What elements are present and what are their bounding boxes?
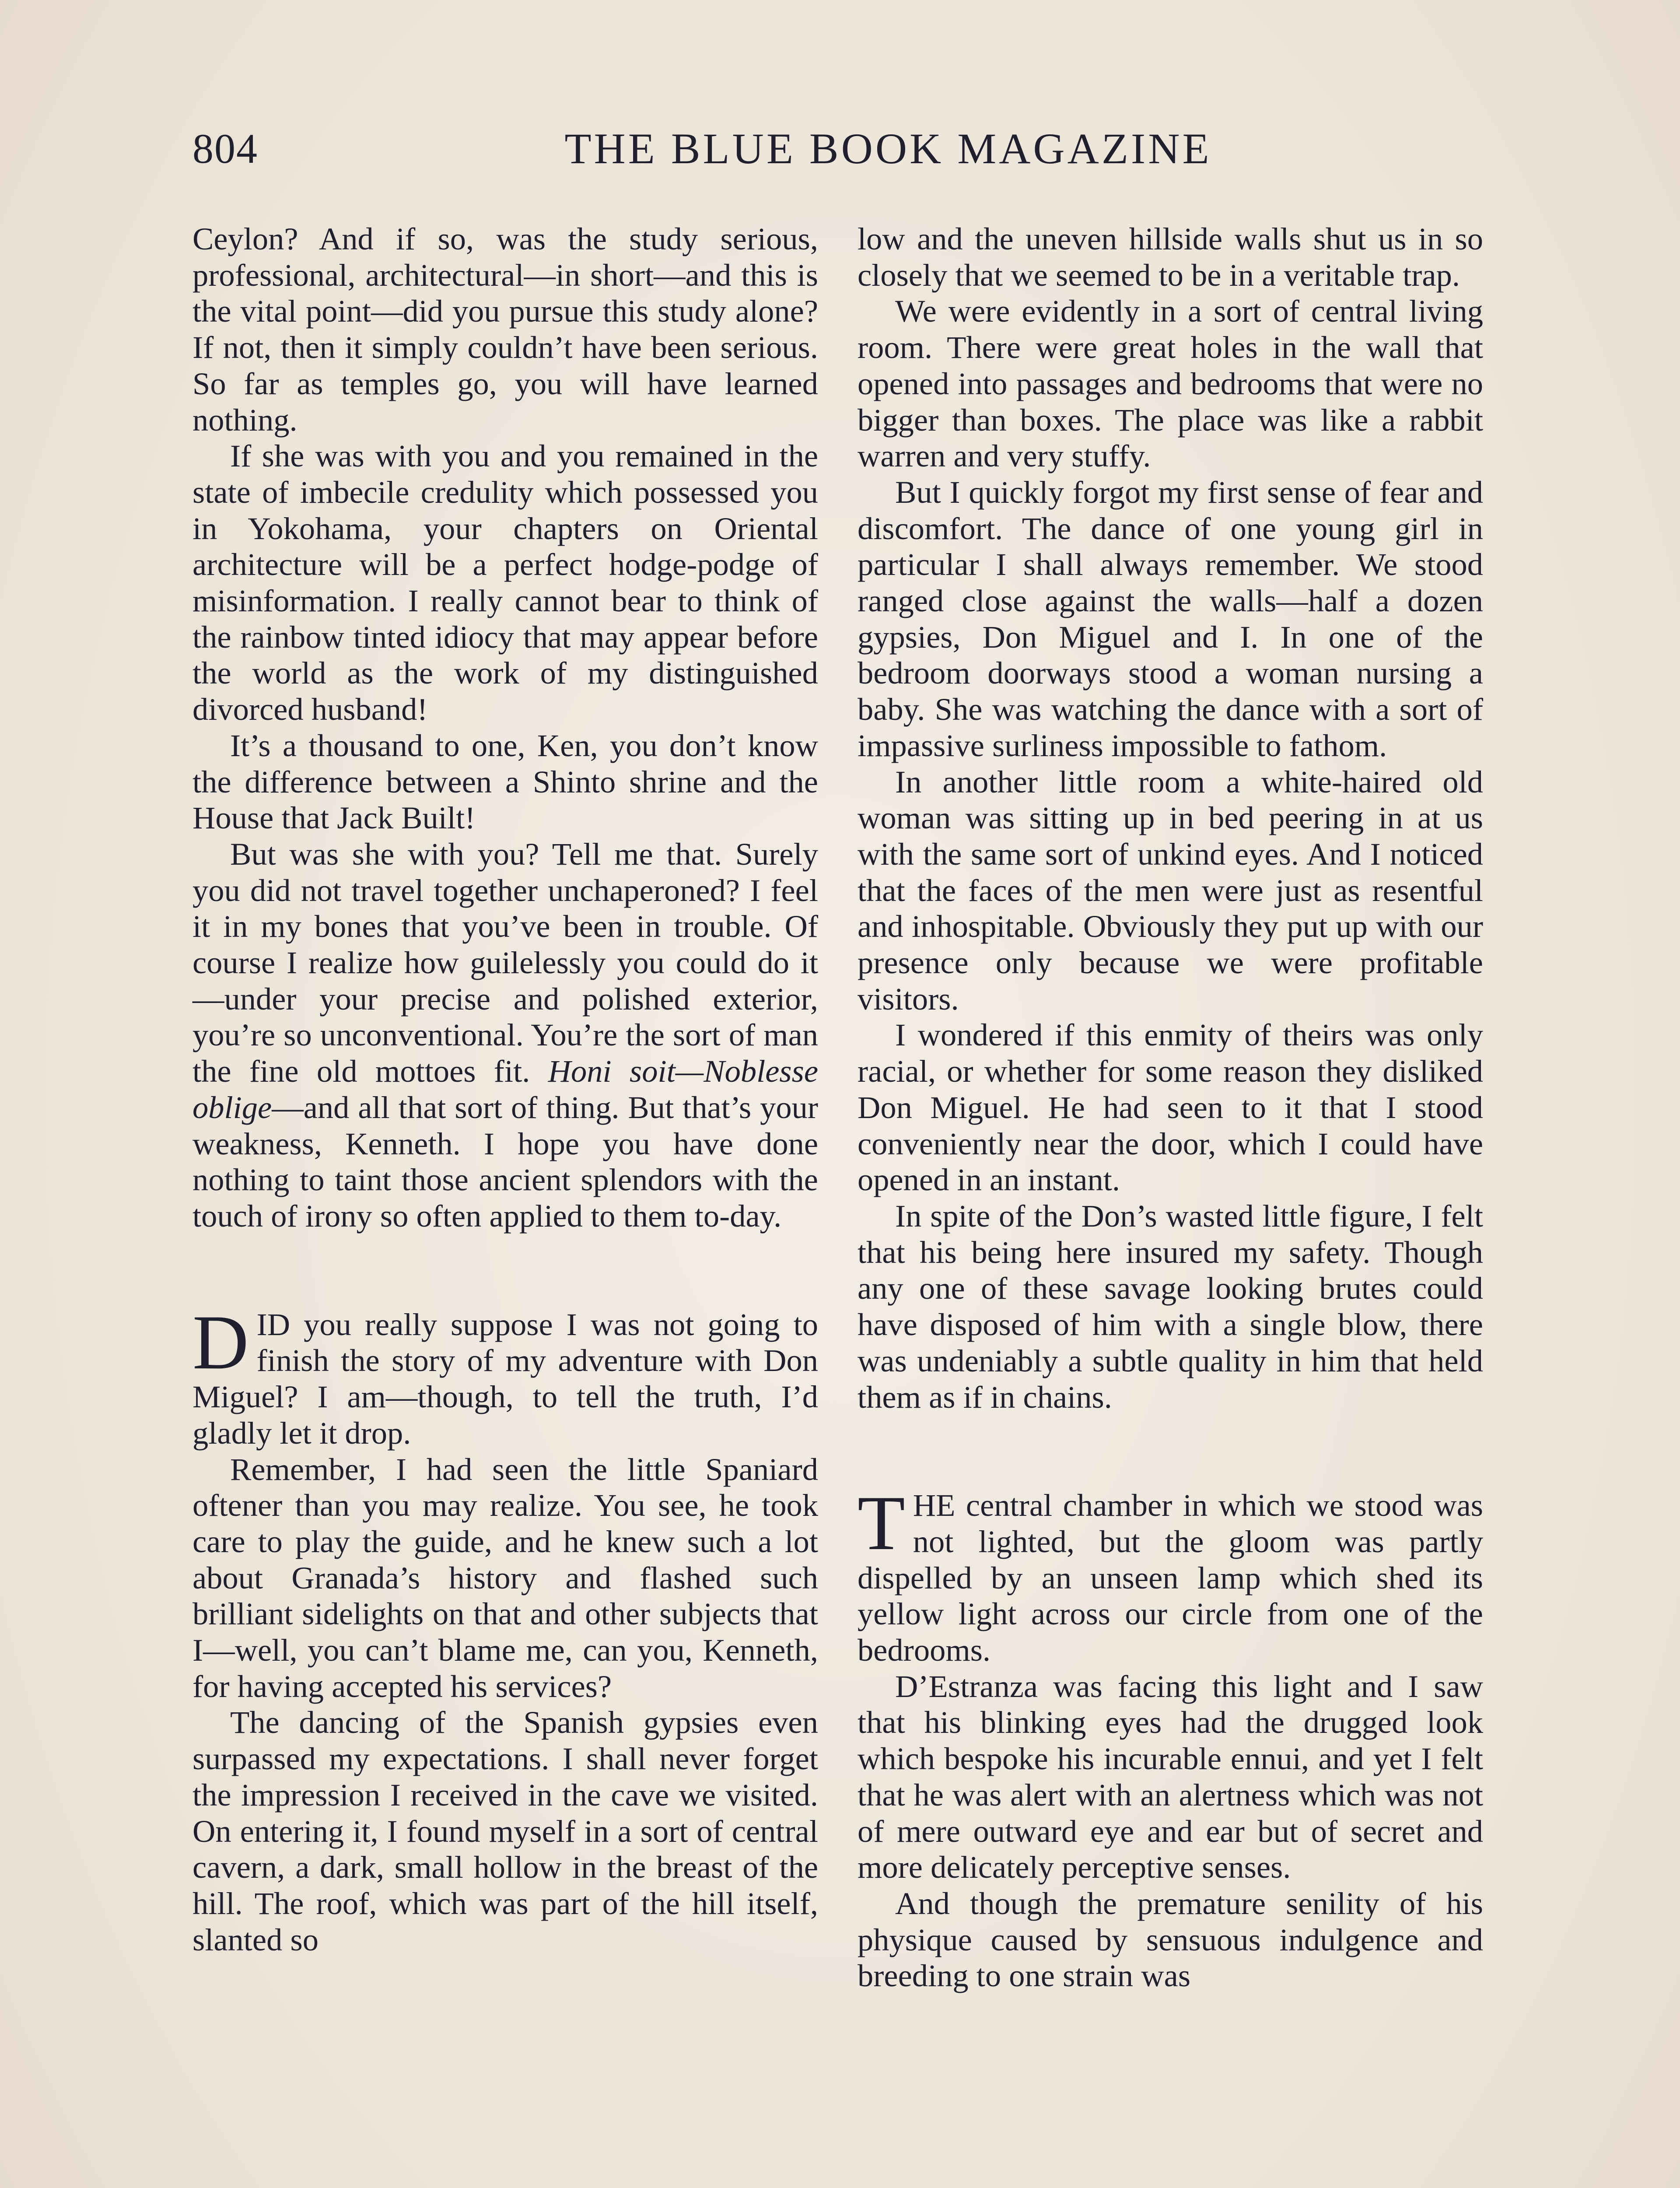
page-number: 804 — [192, 125, 258, 172]
paragraph-text: ID you really suppose I was not going to finish the story of my adventure with Don Miguel? I am—though, to tell the truth, I’d gladly let it drop. — [192, 1306, 818, 1451]
paragraph-text: But was she with you? Tell me that. Surely you did not travel together unchaperoned? I feel it in my bones that you’ve been in trouble. Of course I realize how guilelessly you could do it—under your precise and polished exterior, you’re so unconventional. You’re the sort of man the fine old mottoes fit. — [192, 836, 818, 1089]
paragraph-text: —and all that sort of thing. But that’s your weakness, Kenneth. I hope you have done nothing to taint those ancient splendors with the touch of irony so often applied to them to-day. — [192, 1089, 818, 1234]
left-paragraph-7: The dancing of the Spanish gypsies even surpassed my expectations. I shall never forget the impression I received in the cave we visited. On entering it, I found myself in a sort of central cavern, a dark, small hollow in the breast of the hill. The roof, which was part of the hill itself, slanted so — [192, 1704, 818, 1957]
right-column — [858, 221, 1483, 2188]
left-paragraph-2: If she was with you and you remained in the state of imbecile credulity which possessed you in Yokohama, your chapters on Oriental architecture will be a perfect hodge-podge of misinformation. I really cannot bear to think of the rainbow tinted idiocy that may appear before the world as the work of my distinguished divorced husband! — [192, 438, 818, 727]
left-paragraph-5 — [192, 1298, 818, 1452]
right-paragraph-4: In another little room a white-haired old woman was sitting up in bed peering in at us with the same sort of unkind eyes. And I noticed that the faces of the men were just as resentful and inhospitable. Obviously they put up with our presence only because we were profitable visitors. — [858, 764, 1483, 1017]
left-paragraph-3: It’s a thousand to one, Ken, you don’t know the difference between a Shinto shrine and the House that Jack Built! — [192, 727, 818, 836]
right-paragraph-5: I wondered if this enmity of theirs was only racial, or whether for some reason they disliked Don Miguel. He had seen to it that I stood conveniently near the door, which I could have opened in an instant. — [858, 1017, 1483, 1198]
right-paragraph-7 — [858, 1480, 1483, 1669]
right-paragraph-6: In spite of the Don’s wasted little figure, I felt that his being here insured my safety. Though any one of these savage looking brutes could have disposed of him with a single blow, there was undeniably a subtle quality in him that held them as if in chains. — [858, 1198, 1483, 1415]
left-paragraph-1: Ceylon? And if so, was the study serious, professional, architectural—in short—and this is the vital point—did you pursue this study alone? If not, then it simply couldn’t have been serious. So far as temples go, you will have learned nothing. — [192, 221, 818, 438]
magazine-title: THE BLUE BOOK MAGAZINE — [564, 124, 1212, 173]
left-paragraph-6: Remember, I had seen the little Spaniard oftener than you may realize. You see, he took care to play the guide, and he knew such a lot about Granada’s history and flashed such brilliant sidelights on that and other subjects that I—well, you can’t blame me, can you, Kenneth, for having accepted his services? — [192, 1451, 818, 1704]
paragraph-text: HE central chamber in which we stood was not lighted, but the gloom was partly dispelled by an unseen lamp which shed its yellow light across our circle from one of the bedrooms. — [858, 1487, 1483, 1668]
right-paragraph-9: And though the premature senility of his physique caused by sensuous indulgence and breeding to one strain was — [858, 1885, 1483, 1994]
left-paragraph-4 — [192, 836, 818, 1234]
italic-motto: Honi soit—Noblesse oblige — [192, 1053, 818, 1125]
right-paragraph-3: But I quickly forgot my first sense of fear and discomfort. The dance of one young girl in particular I shall always remember. We stood ranged close against the walls—half a dozen gypsies, Don Miguel and I. In one of the bedroom doorways stood a woman nursing a baby. She was watching the dance with a sort of impassive surliness impossible to fathom. — [858, 474, 1483, 763]
right-paragraph-8: D’Estranza was facing this light and I saw that his blinking eyes had the drugged look which bespoke his incurable ennui, and yet I felt that he was alert with an alertness which was not of mere outward eye and ear but of secret and more delicately perceptive senses. — [858, 1668, 1483, 1885]
right-paragraph-1: low and the uneven hillside walls shut us in so closely that we seemed to be in a veritable trap. — [858, 221, 1483, 293]
right-paragraph-2: We were evidently in a sort of central living room. There were great holes in the wall that opened into passages and bedrooms that were no bigger than boxes. The place was like a rabbit warren and very stuffy. — [858, 293, 1483, 474]
page-header — [192, 118, 1496, 179]
drop-cap: D — [192, 1298, 249, 1385]
left-column — [192, 221, 818, 2188]
drop-cap: T — [858, 1480, 905, 1567]
